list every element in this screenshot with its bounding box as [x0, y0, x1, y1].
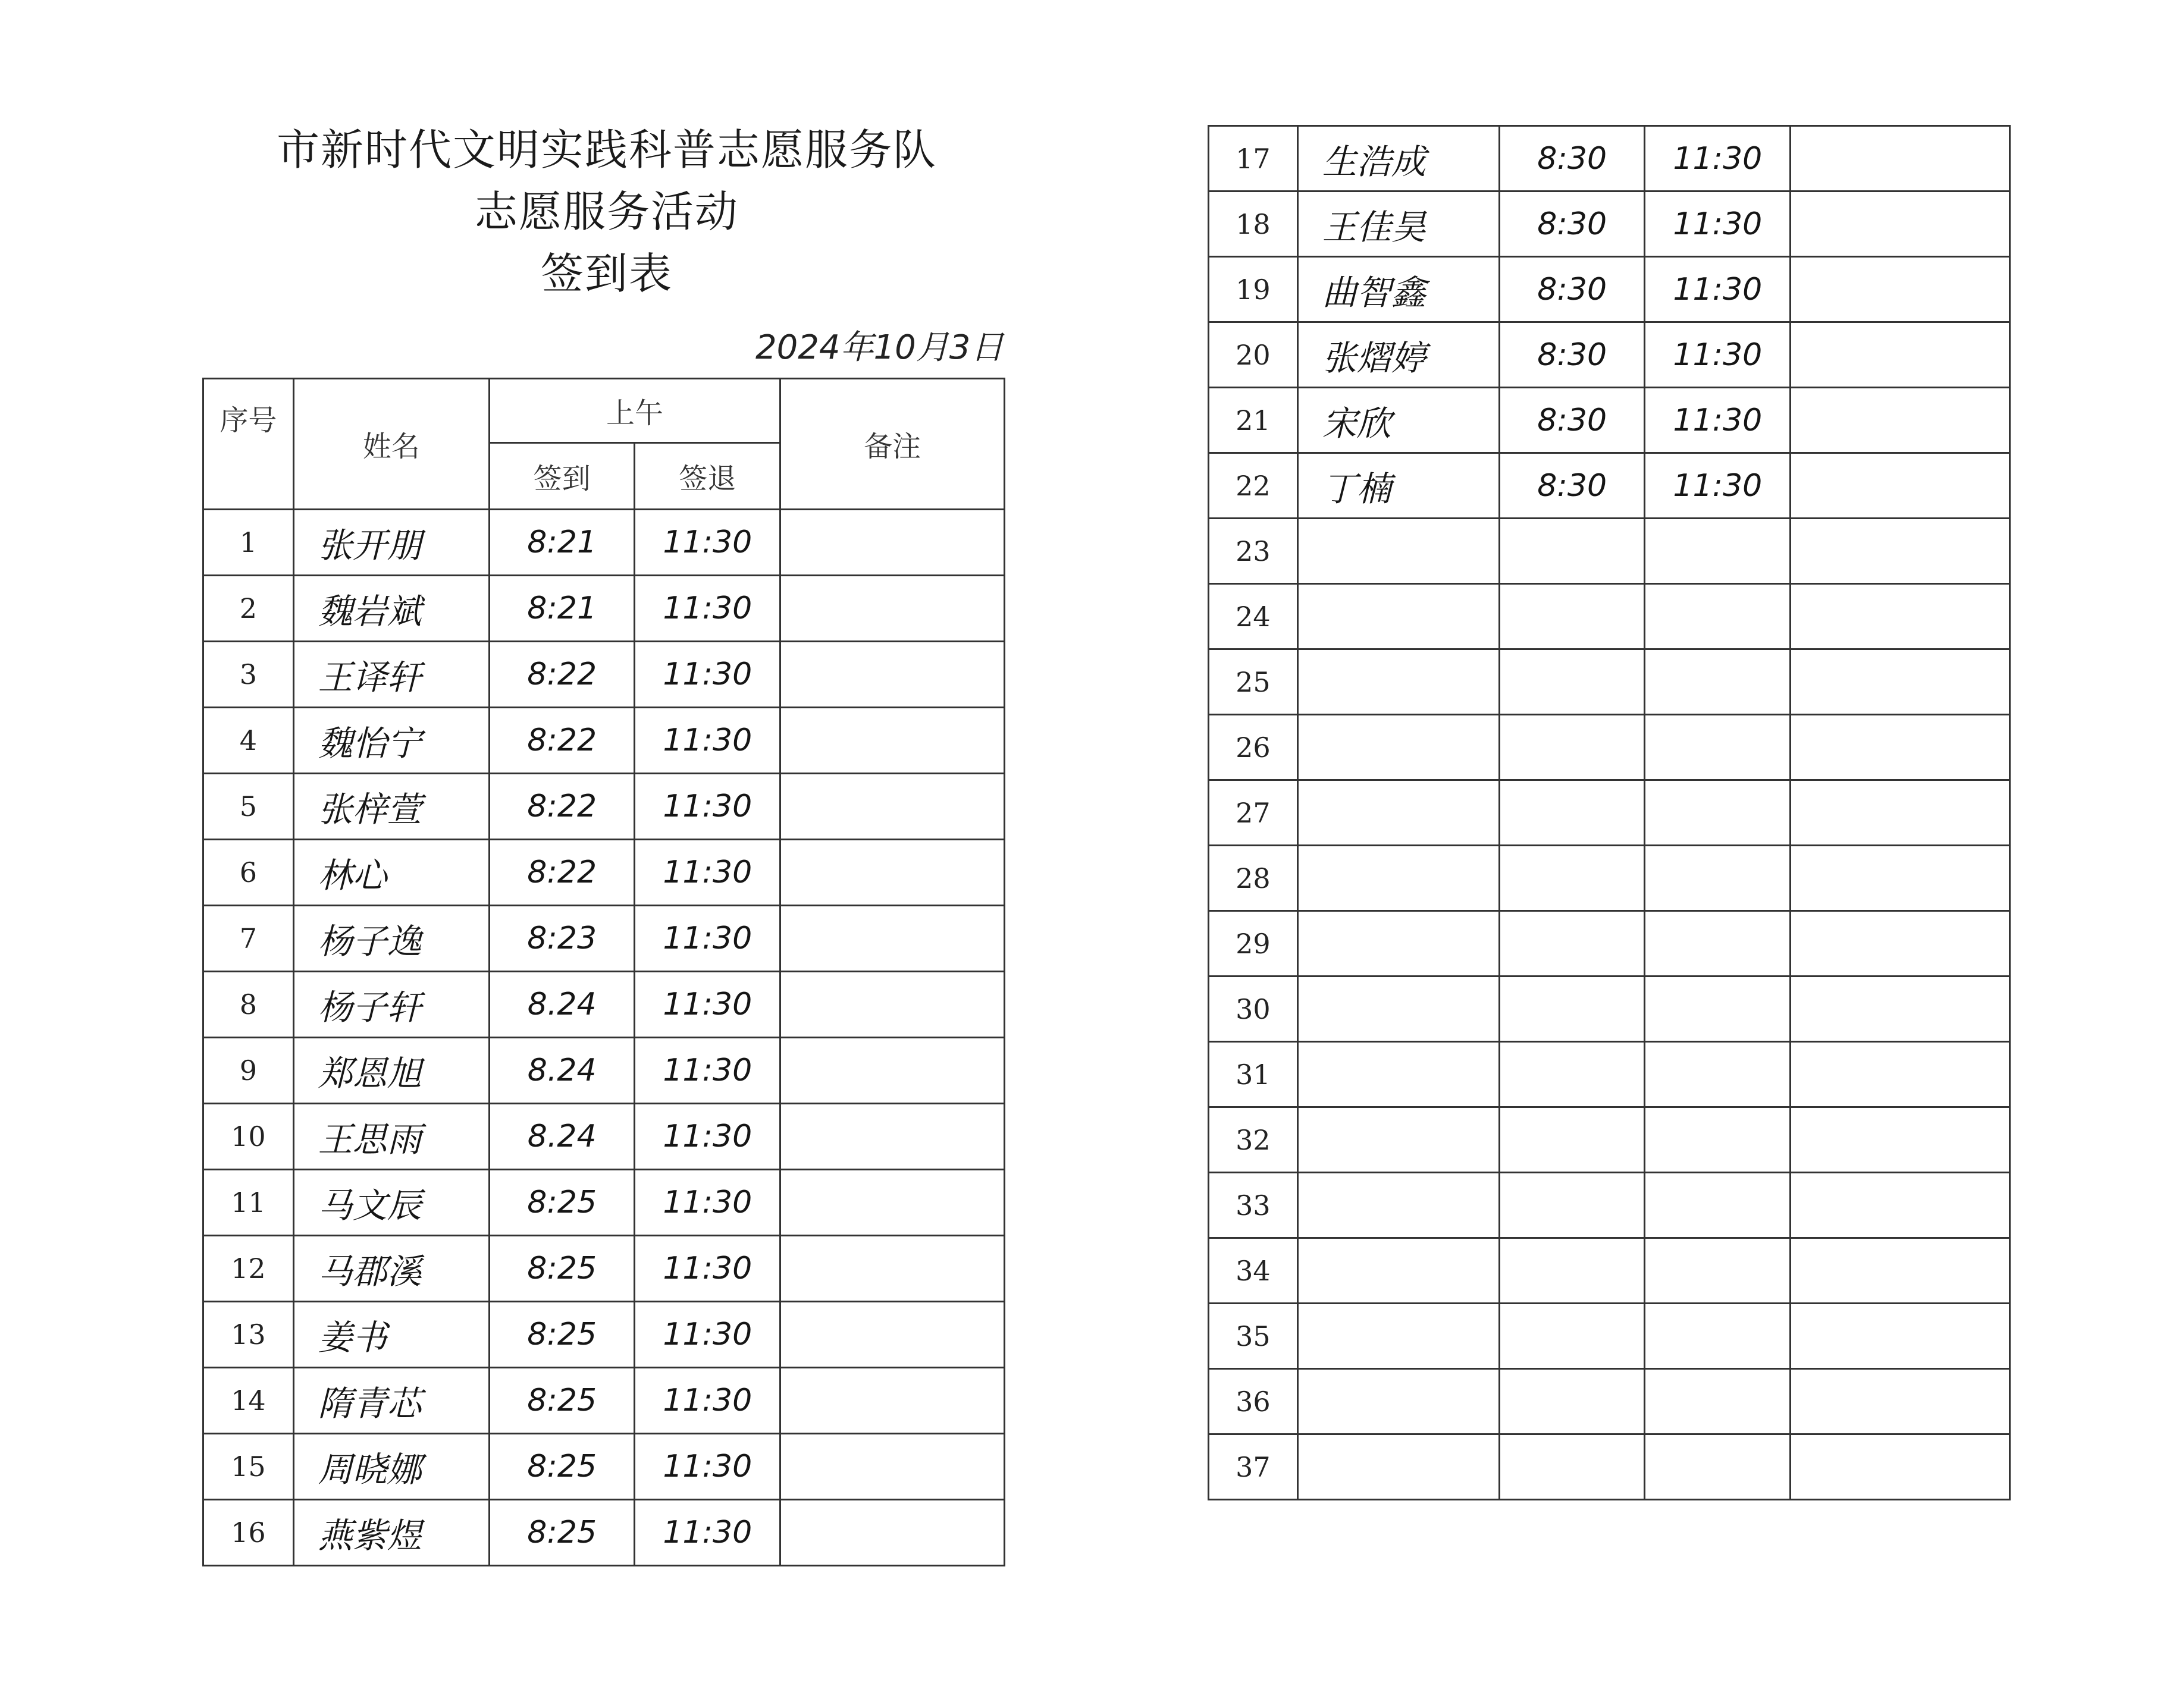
row-index: 24 [1209, 584, 1298, 649]
row-sign-out: 11:30 [1645, 126, 1791, 191]
row-index: 13 [203, 1302, 294, 1368]
row-sign-out: 11:30 [1645, 257, 1791, 322]
row-sign-in [1499, 911, 1645, 977]
table-row [1209, 584, 2010, 649]
row-sign-in: 8:25 [489, 1368, 635, 1434]
row-sign-in [1499, 584, 1645, 649]
table-row [1209, 1107, 2010, 1173]
row-index: 14 [203, 1368, 294, 1434]
row-name [1297, 1042, 1499, 1107]
table-row [1209, 911, 2010, 977]
table-row [203, 1104, 1005, 1170]
row-sign-in: 8:30 [1499, 257, 1645, 322]
row-sign-in [1499, 1042, 1645, 1107]
row-sign-in [1499, 1173, 1645, 1238]
table-row [1209, 649, 2010, 715]
table-row [203, 972, 1005, 1038]
table-row [203, 1368, 1005, 1434]
row-sign-in [1499, 1434, 1645, 1500]
title-organization: 市新时代文明实践科普志愿服务队 [276, 125, 937, 175]
row-index: 3 [203, 642, 294, 708]
row-sign-out: 11:30 [635, 1236, 780, 1302]
row-sign-out: 11:30 [1645, 453, 1791, 519]
row-index: 4 [203, 708, 294, 774]
row-sign-out: 11:30 [635, 972, 780, 1038]
row-sign-in: 8:30 [1499, 191, 1645, 257]
row-index: 33 [1209, 1173, 1298, 1238]
row-sign-out: 11:30 [635, 1104, 780, 1170]
row-name [1297, 846, 1499, 911]
row-remarks [1791, 519, 2010, 584]
row-sign-out: 11:30 [1645, 322, 1791, 388]
row-index: 30 [1209, 977, 1298, 1042]
row-sign-in [1499, 1107, 1645, 1173]
row-name: 王译轩 [293, 642, 489, 708]
header-sign-in: 签到 [489, 443, 635, 510]
row-remarks [1791, 126, 2010, 191]
row-name: 魏岩斌 [293, 576, 489, 642]
row-remarks [780, 1302, 1005, 1368]
table-row [203, 708, 1005, 774]
row-sign-in [1499, 519, 1645, 584]
table-row [1209, 519, 2010, 584]
row-name: 张熠婷 [1297, 322, 1499, 388]
row-sign-in: 8:30 [1499, 388, 1645, 453]
row-remarks [780, 1038, 1005, 1104]
row-sign-in: 8:30 [1499, 322, 1645, 388]
row-name [1297, 649, 1499, 715]
table-row [1209, 322, 2010, 388]
row-name [1297, 911, 1499, 977]
row-name [1297, 1434, 1499, 1500]
row-name [1297, 1107, 1499, 1173]
row-index: 9 [203, 1038, 294, 1104]
row-sign-in: 8.24 [489, 1104, 635, 1170]
row-sign-in: 8:21 [489, 576, 635, 642]
row-index: 12 [203, 1236, 294, 1302]
row-remarks [780, 840, 1005, 906]
row-sign-out [1645, 1434, 1791, 1500]
row-index: 19 [1209, 257, 1298, 322]
row-sign-in: 8:25 [489, 1236, 635, 1302]
row-index: 32 [1209, 1107, 1298, 1173]
row-remarks [1791, 322, 2010, 388]
row-index: 29 [1209, 911, 1298, 977]
table-row [1209, 780, 2010, 846]
row-name: 张开朋 [293, 510, 489, 576]
table-row [203, 840, 1005, 906]
row-remarks [780, 1368, 1005, 1434]
row-remarks [1791, 1173, 2010, 1238]
row-remarks [1791, 715, 2010, 780]
row-index: 23 [1209, 519, 1298, 584]
row-remarks [780, 576, 1005, 642]
header-index: 序号 [203, 379, 294, 510]
row-name: 曲智鑫 [1297, 257, 1499, 322]
row-sign-in [1499, 1304, 1645, 1369]
row-name [1297, 715, 1499, 780]
row-sign-out [1645, 649, 1791, 715]
table-row [203, 1500, 1005, 1566]
row-sign-out [1645, 1173, 1791, 1238]
row-sign-out: 11:30 [1645, 388, 1791, 453]
row-index: 37 [1209, 1434, 1298, 1500]
table-row [1209, 846, 2010, 911]
row-sign-in [1499, 1369, 1645, 1434]
row-sign-in: 8:22 [489, 774, 635, 840]
row-name: 杨子逸 [293, 906, 489, 972]
row-remarks [780, 1236, 1005, 1302]
row-name [1297, 584, 1499, 649]
row-index: 36 [1209, 1369, 1298, 1434]
row-remarks [1791, 911, 2010, 977]
row-sign-out: 11:30 [635, 510, 780, 576]
row-remarks [1791, 191, 2010, 257]
right-table-body [1209, 126, 2010, 1500]
row-sign-out: 11:30 [635, 576, 780, 642]
table-row [203, 1170, 1005, 1236]
table-row [203, 774, 1005, 840]
row-remarks [780, 1170, 1005, 1236]
table-row [1209, 977, 2010, 1042]
row-name: 马文辰 [293, 1170, 489, 1236]
row-sign-out [1645, 780, 1791, 846]
row-name: 宋欣 [1297, 388, 1499, 453]
table-row [1209, 1238, 2010, 1304]
row-sign-out [1645, 519, 1791, 584]
row-remarks [1791, 584, 2010, 649]
header-remarks: 备注 [780, 379, 1005, 510]
sign-date: 2024年10月3日 [755, 328, 1004, 367]
row-sign-in: 8:30 [1499, 453, 1645, 519]
row-sign-in [1499, 649, 1645, 715]
row-index: 18 [1209, 191, 1298, 257]
row-sign-out: 11:30 [1645, 191, 1791, 257]
row-sign-out [1645, 1042, 1791, 1107]
row-sign-out [1645, 1238, 1791, 1304]
row-remarks [780, 708, 1005, 774]
row-name: 王佳昊 [1297, 191, 1499, 257]
row-index: 6 [203, 840, 294, 906]
table-row [1209, 1434, 2010, 1500]
row-sign-in: 8:30 [1499, 126, 1645, 191]
table-row [1209, 126, 2010, 191]
row-name [1297, 977, 1499, 1042]
table-row [1209, 191, 2010, 257]
row-sign-out [1645, 584, 1791, 649]
row-index: 11 [203, 1170, 294, 1236]
row-name [1297, 1369, 1499, 1434]
row-sign-in: 8:25 [489, 1434, 635, 1500]
row-sign-out: 11:30 [635, 1368, 780, 1434]
row-index: 28 [1209, 846, 1298, 911]
row-name: 杨子轩 [293, 972, 489, 1038]
row-index: 2 [203, 576, 294, 642]
row-remarks [1791, 257, 2010, 322]
table-row [1209, 1042, 2010, 1107]
row-name: 燕紫煜 [293, 1500, 489, 1566]
table-row [203, 576, 1005, 642]
table-row [203, 1236, 1005, 1302]
row-remarks [1791, 780, 2010, 846]
table-row [1209, 453, 2010, 519]
row-remarks [1791, 1042, 2010, 1107]
row-remarks [780, 642, 1005, 708]
row-index: 20 [1209, 322, 1298, 388]
row-name: 生浩成 [1297, 126, 1499, 191]
header-sign-out: 签退 [635, 443, 780, 510]
row-remarks [1791, 1369, 2010, 1434]
row-sign-in [1499, 846, 1645, 911]
row-sign-out: 11:30 [635, 708, 780, 774]
row-remarks [1791, 388, 2010, 453]
sign-in-table-right [1208, 125, 2011, 1500]
row-sign-out: 11:30 [635, 1302, 780, 1368]
row-index: 16 [203, 1500, 294, 1566]
row-sign-out [1645, 715, 1791, 780]
row-remarks [780, 1104, 1005, 1170]
title-block [202, 119, 1011, 304]
row-remarks [780, 1434, 1005, 1500]
row-index: 34 [1209, 1238, 1298, 1304]
title-activity: 志愿服务活动 [474, 187, 739, 237]
header-name: 姓名 [293, 379, 489, 510]
row-name: 郑恩旭 [293, 1038, 489, 1104]
row-name [1297, 1304, 1499, 1369]
row-remarks [780, 774, 1005, 840]
table-row [203, 510, 1005, 576]
row-remarks [780, 1500, 1005, 1566]
row-name [1297, 1238, 1499, 1304]
header-morning: 上午 [489, 379, 780, 443]
table-row [203, 906, 1005, 972]
table-row [1209, 1369, 2010, 1434]
row-name: 姜书 [293, 1302, 489, 1368]
row-name: 隋青芯 [293, 1368, 489, 1434]
row-remarks [780, 906, 1005, 972]
row-remarks [1791, 453, 2010, 519]
table-row [203, 642, 1005, 708]
row-remarks [1791, 1238, 2010, 1304]
row-sign-in [1499, 977, 1645, 1042]
table-row [203, 1434, 1005, 1500]
row-name [1297, 780, 1499, 846]
row-sign-out: 11:30 [635, 1500, 780, 1566]
row-sign-out [1645, 977, 1791, 1042]
row-index: 10 [203, 1104, 294, 1170]
row-index: 7 [203, 906, 294, 972]
row-index: 22 [1209, 453, 1298, 519]
row-sign-out: 11:30 [635, 1434, 780, 1500]
row-sign-out: 11:30 [635, 1170, 780, 1236]
row-name [1297, 1173, 1499, 1238]
row-sign-out [1645, 1369, 1791, 1434]
row-sign-out [1645, 846, 1791, 911]
row-remarks [780, 510, 1005, 576]
row-name: 林心 [293, 840, 489, 906]
row-remarks [780, 972, 1005, 1038]
table-row [1209, 257, 2010, 322]
left-table-body [203, 510, 1005, 1566]
row-sign-out [1645, 911, 1791, 977]
row-remarks [1791, 846, 2010, 911]
row-sign-in: 8:25 [489, 1170, 635, 1236]
row-sign-in: 8:23 [489, 906, 635, 972]
row-remarks [1791, 1304, 2010, 1369]
row-index: 25 [1209, 649, 1298, 715]
row-index: 1 [203, 510, 294, 576]
row-sign-in: 8:22 [489, 708, 635, 774]
row-index: 26 [1209, 715, 1298, 780]
table-row [203, 1038, 1005, 1104]
row-index: 35 [1209, 1304, 1298, 1369]
row-name: 张梓萱 [293, 774, 489, 840]
row-index: 31 [1209, 1042, 1298, 1107]
table-row [1209, 1304, 2010, 1369]
row-name: 周晓娜 [293, 1434, 489, 1500]
row-sign-out: 11:30 [635, 774, 780, 840]
row-index: 8 [203, 972, 294, 1038]
row-sign-in: 8:21 [489, 510, 635, 576]
row-sign-in [1499, 715, 1645, 780]
title-sheet: 签到表 [540, 249, 673, 299]
row-name: 丁楠 [1297, 453, 1499, 519]
row-name: 王思雨 [293, 1104, 489, 1170]
table-row [203, 1302, 1005, 1368]
table-row [1209, 715, 2010, 780]
row-remarks [1791, 1434, 2010, 1500]
row-index: 17 [1209, 126, 1298, 191]
row-index: 21 [1209, 388, 1298, 453]
row-index: 27 [1209, 780, 1298, 846]
row-name: 魏怡宁 [293, 708, 489, 774]
row-index: 5 [203, 774, 294, 840]
row-remarks [1791, 1107, 2010, 1173]
row-sign-out: 11:30 [635, 906, 780, 972]
row-sign-out: 11:30 [635, 840, 780, 906]
row-sign-in [1499, 780, 1645, 846]
row-sign-out [1645, 1304, 1791, 1369]
row-sign-out [1645, 1107, 1791, 1173]
row-sign-in: 8.24 [489, 972, 635, 1038]
table-row [1209, 388, 2010, 453]
row-name: 马郡溪 [293, 1236, 489, 1302]
row-sign-in: 8:25 [489, 1500, 635, 1566]
table-row [1209, 1173, 2010, 1238]
row-remarks [1791, 649, 2010, 715]
row-index: 15 [203, 1434, 294, 1500]
row-name [1297, 519, 1499, 584]
row-sign-in: 8:22 [489, 642, 635, 708]
row-sign-in: 8:25 [489, 1302, 635, 1368]
row-sign-in: 8.24 [489, 1038, 635, 1104]
sign-in-table-left [202, 378, 1005, 1566]
row-sign-in [1499, 1238, 1645, 1304]
row-sign-in: 8:22 [489, 840, 635, 906]
row-sign-out: 11:30 [635, 1038, 780, 1104]
row-sign-out: 11:30 [635, 642, 780, 708]
row-remarks [1791, 977, 2010, 1042]
